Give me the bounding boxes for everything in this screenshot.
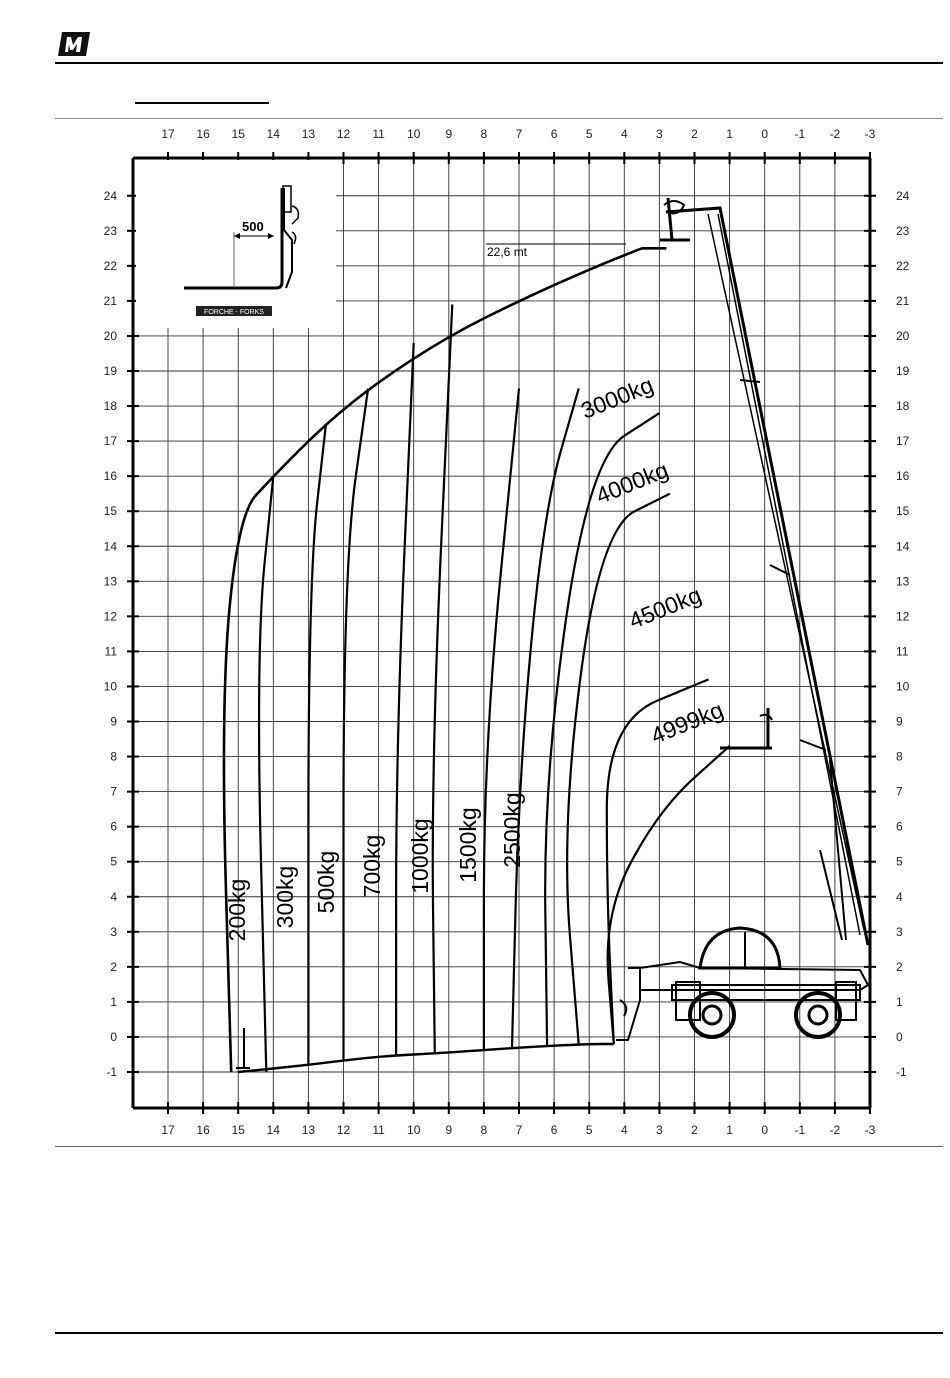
y-tick-label-right: 11 [896,644,909,659]
y-tick-label-left: 18 [103,399,117,414]
load-zone-label: 1500kg [455,807,481,883]
y-tick-label-right: 1 [896,994,903,1009]
x-tick-label-top: 14 [266,127,280,141]
y-tick-label-left: 0 [110,1029,117,1044]
x-tick-label-top: 12 [336,127,351,141]
y-tick-label-left: 5 [110,854,117,869]
x-tick-label-top: 2 [691,127,698,141]
load-zone-boundary-4 [396,343,414,1056]
x-tick-label-top: 11 [372,127,385,141]
y-tick-label-right: 3 [896,924,903,939]
x-tick-label-top: 5 [585,127,593,141]
y-tick-label-left: 2 [110,959,117,974]
x-tick-label-bottom: -1 [794,1123,806,1137]
load-zone-label: 500kg [313,850,339,914]
telehandler-machine [236,198,868,1068]
x-tick-label-bottom: 15 [231,1123,245,1137]
y-tick-label-left: 24 [103,188,117,203]
x-tick-label-top: 13 [301,127,316,141]
y-tick-label-right: 12 [896,609,910,624]
y-tick-label-left: 20 [103,328,117,343]
load-zone-label: 4000kg [592,456,672,509]
y-tick-label-right: 21 [896,293,910,308]
y-tick-label-right: 20 [896,328,910,343]
y-tick-label-right: 5 [896,854,903,869]
x-tick-label-bottom: 2 [691,1123,698,1137]
y-tick-label-left: 22 [103,258,117,273]
x-tick-label-bottom: -2 [829,1123,841,1137]
load-zone-labels [224,371,727,941]
y-tick-label-right: 13 [896,574,910,589]
y-tick-label-left: 10 [103,679,117,694]
load-zone-boundary-5 [433,304,453,1054]
load-zone-label: 700kg [359,834,385,898]
x-tick-label-bottom: 11 [372,1123,385,1137]
y-tick-label-right: 6 [896,819,903,834]
x-tick-label-bottom: 8 [480,1123,488,1137]
y-tick-label-right: 23 [896,223,910,238]
x-tick-label-bottom: -3 [864,1123,876,1137]
x-tick-label-top: 3 [656,127,663,141]
y-tick-label-right: -1 [896,1065,907,1079]
x-tick-label-bottom: 9 [445,1123,453,1137]
y-tick-label-left: 12 [103,609,117,624]
x-tick-label-bottom: 1 [726,1123,733,1137]
y-tick-label-right: 10 [896,679,910,694]
y-tick-label-left: 13 [103,574,117,589]
x-tick-label-bottom: 6 [550,1123,558,1137]
forks-inset [136,160,336,328]
x-tick-label-bottom: 3 [656,1123,663,1137]
max-height-label: 22,6 mt [487,245,528,259]
y-tick-label-right: 19 [896,364,910,378]
x-tick-label-bottom: 13 [301,1123,316,1137]
load-zone-label: 3000kg [577,371,657,424]
load-zone-label: 4999kg [647,696,727,749]
x-tick-label-bottom: 16 [196,1123,210,1137]
y-tick-label-right: 15 [896,504,910,519]
max-height-callout [486,244,626,259]
y-tick-label-right: 2 [896,959,903,974]
x-tick-label-bottom: 4 [620,1123,628,1137]
y-tick-label-right: 24 [896,188,910,203]
x-tick-label-top: 8 [480,127,488,141]
y-tick-label-left: 16 [103,469,117,484]
load-zone-label: 200kg [224,878,250,942]
y-tick-label-left: 1 [110,994,117,1009]
y-tick-label-left: 4 [110,889,117,904]
y-tick-label-right: 14 [896,539,910,554]
x-tick-label-top: 10 [407,127,421,141]
y-tick-label-left: 23 [103,223,117,238]
x-tick-label-bottom: 12 [336,1123,351,1137]
y-tick-label-left: 19 [103,364,117,378]
x-tick-label-top: 16 [196,127,210,141]
x-tick-label-top: 1 [726,127,733,141]
y-tick-label-right: 18 [896,399,910,414]
x-tick-label-top: 15 [231,127,245,141]
x-tick-label-bottom: 7 [515,1123,523,1137]
y-tick-label-left: 21 [103,293,117,308]
x-tick-label-top: 0 [761,127,769,141]
x-tick-label-top: 7 [515,127,523,141]
load-zone-label: 2500kg [499,792,525,868]
x-tick-label-top: -1 [794,127,806,141]
x-tick-label-bottom: 0 [761,1123,769,1137]
x-tick-label-top: 6 [550,127,558,141]
y-tick-label-left: 14 [103,539,117,554]
y-tick-label-left: 11 [104,644,117,659]
load-zone-boundary-1 [259,476,273,1072]
y-tick-label-left: 17 [103,434,117,449]
y-tick-label-left: 3 [110,924,117,939]
x-tick-label-top: -2 [829,127,841,141]
load-zone-label: 300kg [272,865,298,929]
load-zone-boundary-9 [567,494,670,1044]
load-envelope [224,248,730,1072]
fork-caption: FORCHE - FORKS [204,309,264,316]
y-tick-label-right: 16 [896,469,910,484]
x-tick-label-top: -3 [864,127,876,141]
x-tick-label-bottom: 5 [585,1123,593,1137]
y-tick-label-right: 17 [896,434,910,449]
load-zone-label: 4500kg [625,581,705,634]
y-tick-label-left: 8 [110,749,117,764]
x-tick-label-top: 9 [445,127,453,141]
y-tick-label-right: 8 [896,749,903,764]
y-tick-label-left: 6 [110,819,117,834]
load-zone-label: 1000kg [407,818,433,894]
y-tick-label-left: 15 [103,504,117,519]
x-tick-label-bottom: 17 [161,1123,175,1137]
x-tick-label-bottom: 10 [407,1123,421,1137]
y-tick-label-right: 9 [896,714,903,729]
y-tick-label-right: 7 [896,784,903,799]
fork-dimension-label: 500 [242,219,264,234]
envelope-floor-line [238,1044,614,1072]
y-tick-label-left: 7 [110,784,117,799]
x-tick-label-bottom: 14 [266,1123,280,1137]
y-tick-label-left: 9 [110,714,117,729]
y-tick-label-right: 4 [896,889,903,904]
load-zone-boundary-2 [308,424,326,1065]
y-tick-label-right: 0 [896,1029,903,1044]
y-tick-label-right: 22 [896,258,910,273]
x-tick-label-top: 4 [620,127,628,141]
load-zone-boundary-3 [344,389,369,1062]
y-tick-label-left: -1 [106,1065,117,1079]
x-tick-label-top: 17 [161,127,175,141]
